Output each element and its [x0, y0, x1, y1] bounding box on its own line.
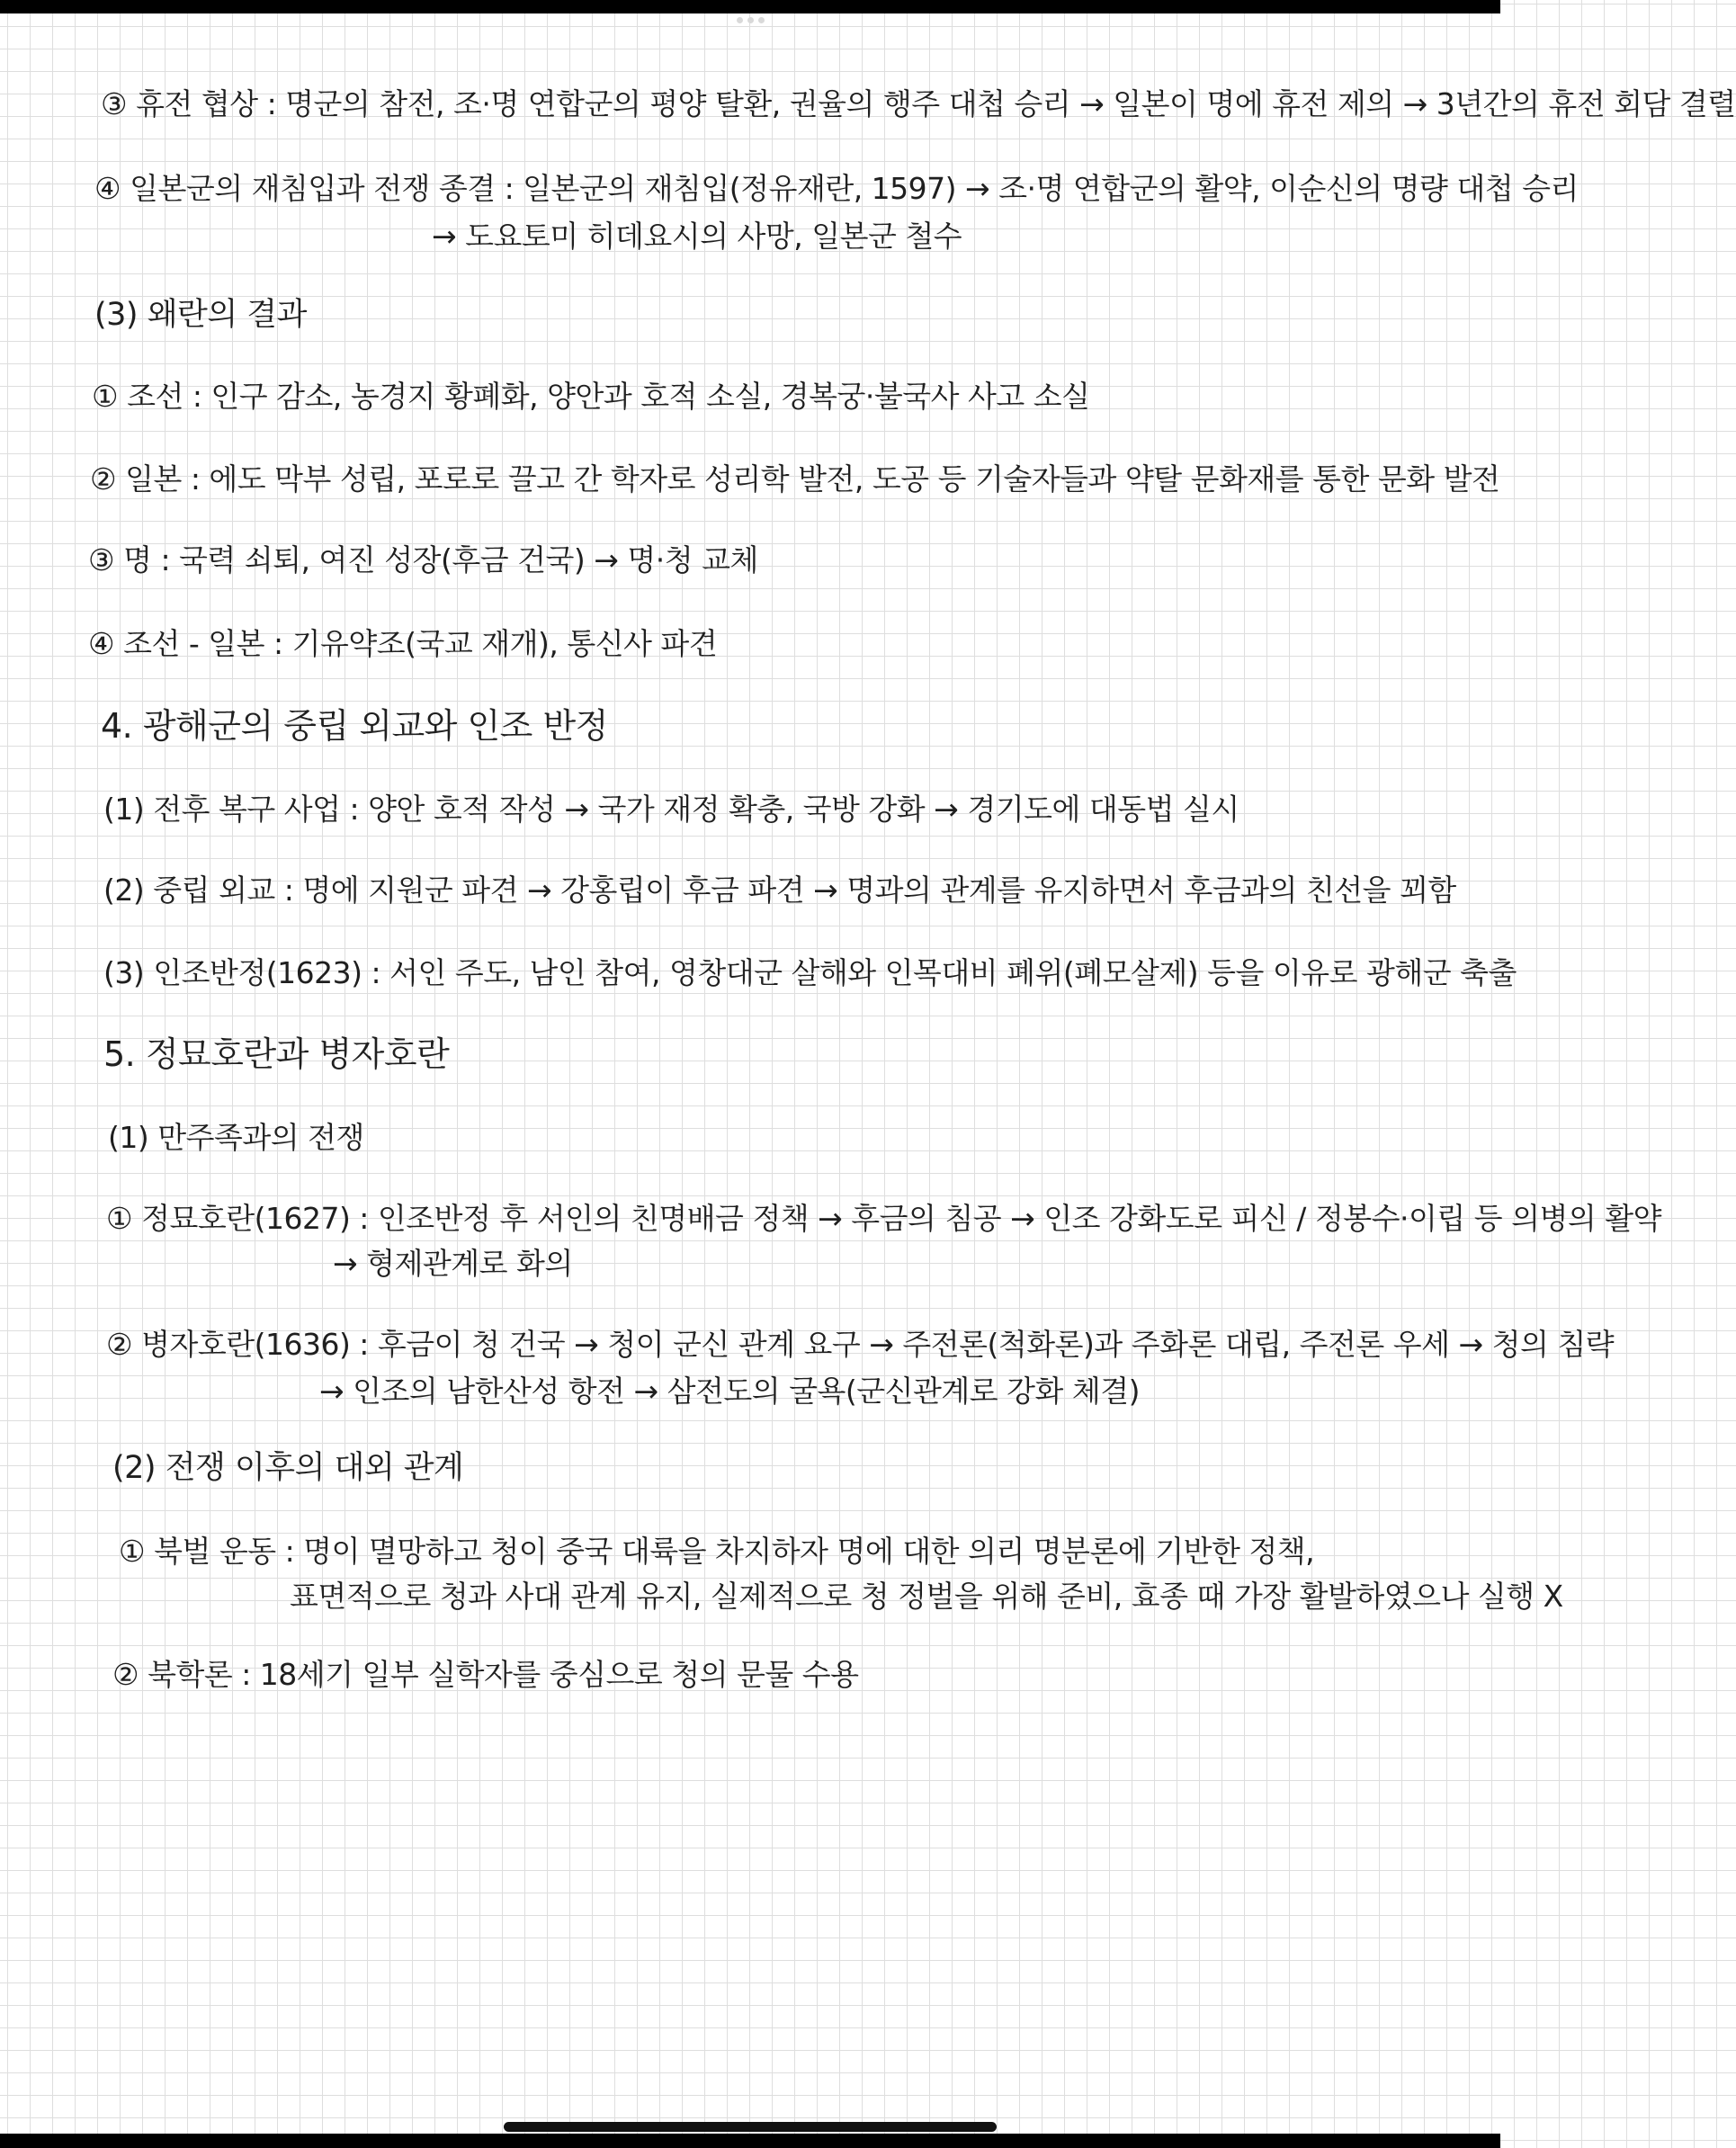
note-result-japan: ② 일본 : 에도 막부 성립, 포로로 끌고 간 학자로 성리학 발전, 도공 등 기술자들과 약탈 문화재를 통한 문화 발전 [90, 461, 1500, 497]
bottom-bar [0, 2134, 1500, 2148]
window-handle-icon[interactable] [730, 17, 770, 24]
note-result-joseon: ① 조선 : 인구 감소, 농경지 황폐화, 양안과 호적 소실, 경복궁·불국사 사고 소실 [92, 379, 1090, 414]
note-truce: ③ 휴전 협상 : 명군의 참전, 조·명 연합군의 평양 탈환, 권율의 행주 대첩 승리 → 일본이 명에 휴전 제의 → 3년간의 휴전 회담 결렬 [101, 86, 1736, 121]
section4-heading: 4. 광해군의 중립 외교와 인조 반정 [101, 706, 608, 746]
war-results-heading: (3) 왜란의 결과 [94, 297, 307, 333]
note-bukbeol-cont: 표면적으로 청과 사대 관계 유지, 실제적으로 청 정벌을 위해 준비, 효종 때 가장 활발하였으나 실행 X [290, 1579, 1563, 1614]
note-manchu-war: (1) 만주족과의 전쟁 [108, 1120, 364, 1155]
note-result-joseon-japan: ④ 조선 - 일본 : 기유약조(국교 재개), 통신사 파견 [88, 626, 718, 661]
note-recovery: (1) 전후 복구 사업 : 양안 호적 작성 → 국가 재정 확충, 국방 강화 → 경기도에 대동법 실시 [103, 792, 1239, 827]
top-bar [0, 0, 1500, 13]
note-jeongmyo: ① 정묘호란(1627) : 인조반정 후 서인의 친명배금 정책 → 후금의 침공 → 인조 강화도로 피신 / 정봉수·이립 등 의병의 활약 [106, 1201, 1662, 1236]
note-reinvasion: ④ 일본군의 재침입과 전쟁 종결 : 일본군의 재침입(정유재란, 1597) → 조·명 연합군의 활약, 이순신의 명량 대첩 승리 [94, 171, 1579, 206]
note-result-ming: ③ 명 : 국력 쇠퇴, 여진 성장(후금 건국) → 명·청 교체 [88, 542, 758, 577]
section5-heading: 5. 정묘호란과 병자호란 [103, 1034, 450, 1074]
postwar-heading: (2) 전쟁 이후의 대외 관계 [112, 1450, 464, 1486]
note-byeongja: ② 병자호란(1636) : 후금이 청 건국 → 청이 군신 관계 요구 → 주전론(척화론)과 주화론 대립, 주전론 우세 → 청의 침략 [106, 1327, 1615, 1362]
note-jeongmyo-cont: → 형제관계로 화의 [333, 1246, 573, 1281]
note-reinvasion-cont: → 도요토미 히데요시의 사망, 일본군 철수 [432, 219, 962, 254]
note-byeongja-cont: → 인조의 남한산성 항전 → 삼전도의 굴욕(군신관계로 강화 체결) [319, 1374, 1141, 1409]
note-neutral-diplomacy: (2) 중립 외교 : 명에 지원군 파견 → 강홍립이 후금 파견 → 명과의 관계를 유지하면서 후금과의 친선을 꾀함 [103, 873, 1456, 908]
note-injo-coup: (3) 인조반정(1623) : 서인 주도, 남인 참여, 영창대군 살해와 인목대비 폐위(폐모살제) 등을 이유로 광해군 축출 [103, 955, 1517, 990]
note-bukbeol: ① 북벌 운동 : 명이 멸망하고 청이 중국 대륙을 차지하자 명에 대한 의리 명분론에 기반한 정책, [119, 1534, 1315, 1569]
note-bukhak: ② 북학론 : 18세기 일부 실학자를 중심으로 청의 문물 수용 [112, 1657, 859, 1692]
home-indicator[interactable] [504, 2122, 997, 2132]
